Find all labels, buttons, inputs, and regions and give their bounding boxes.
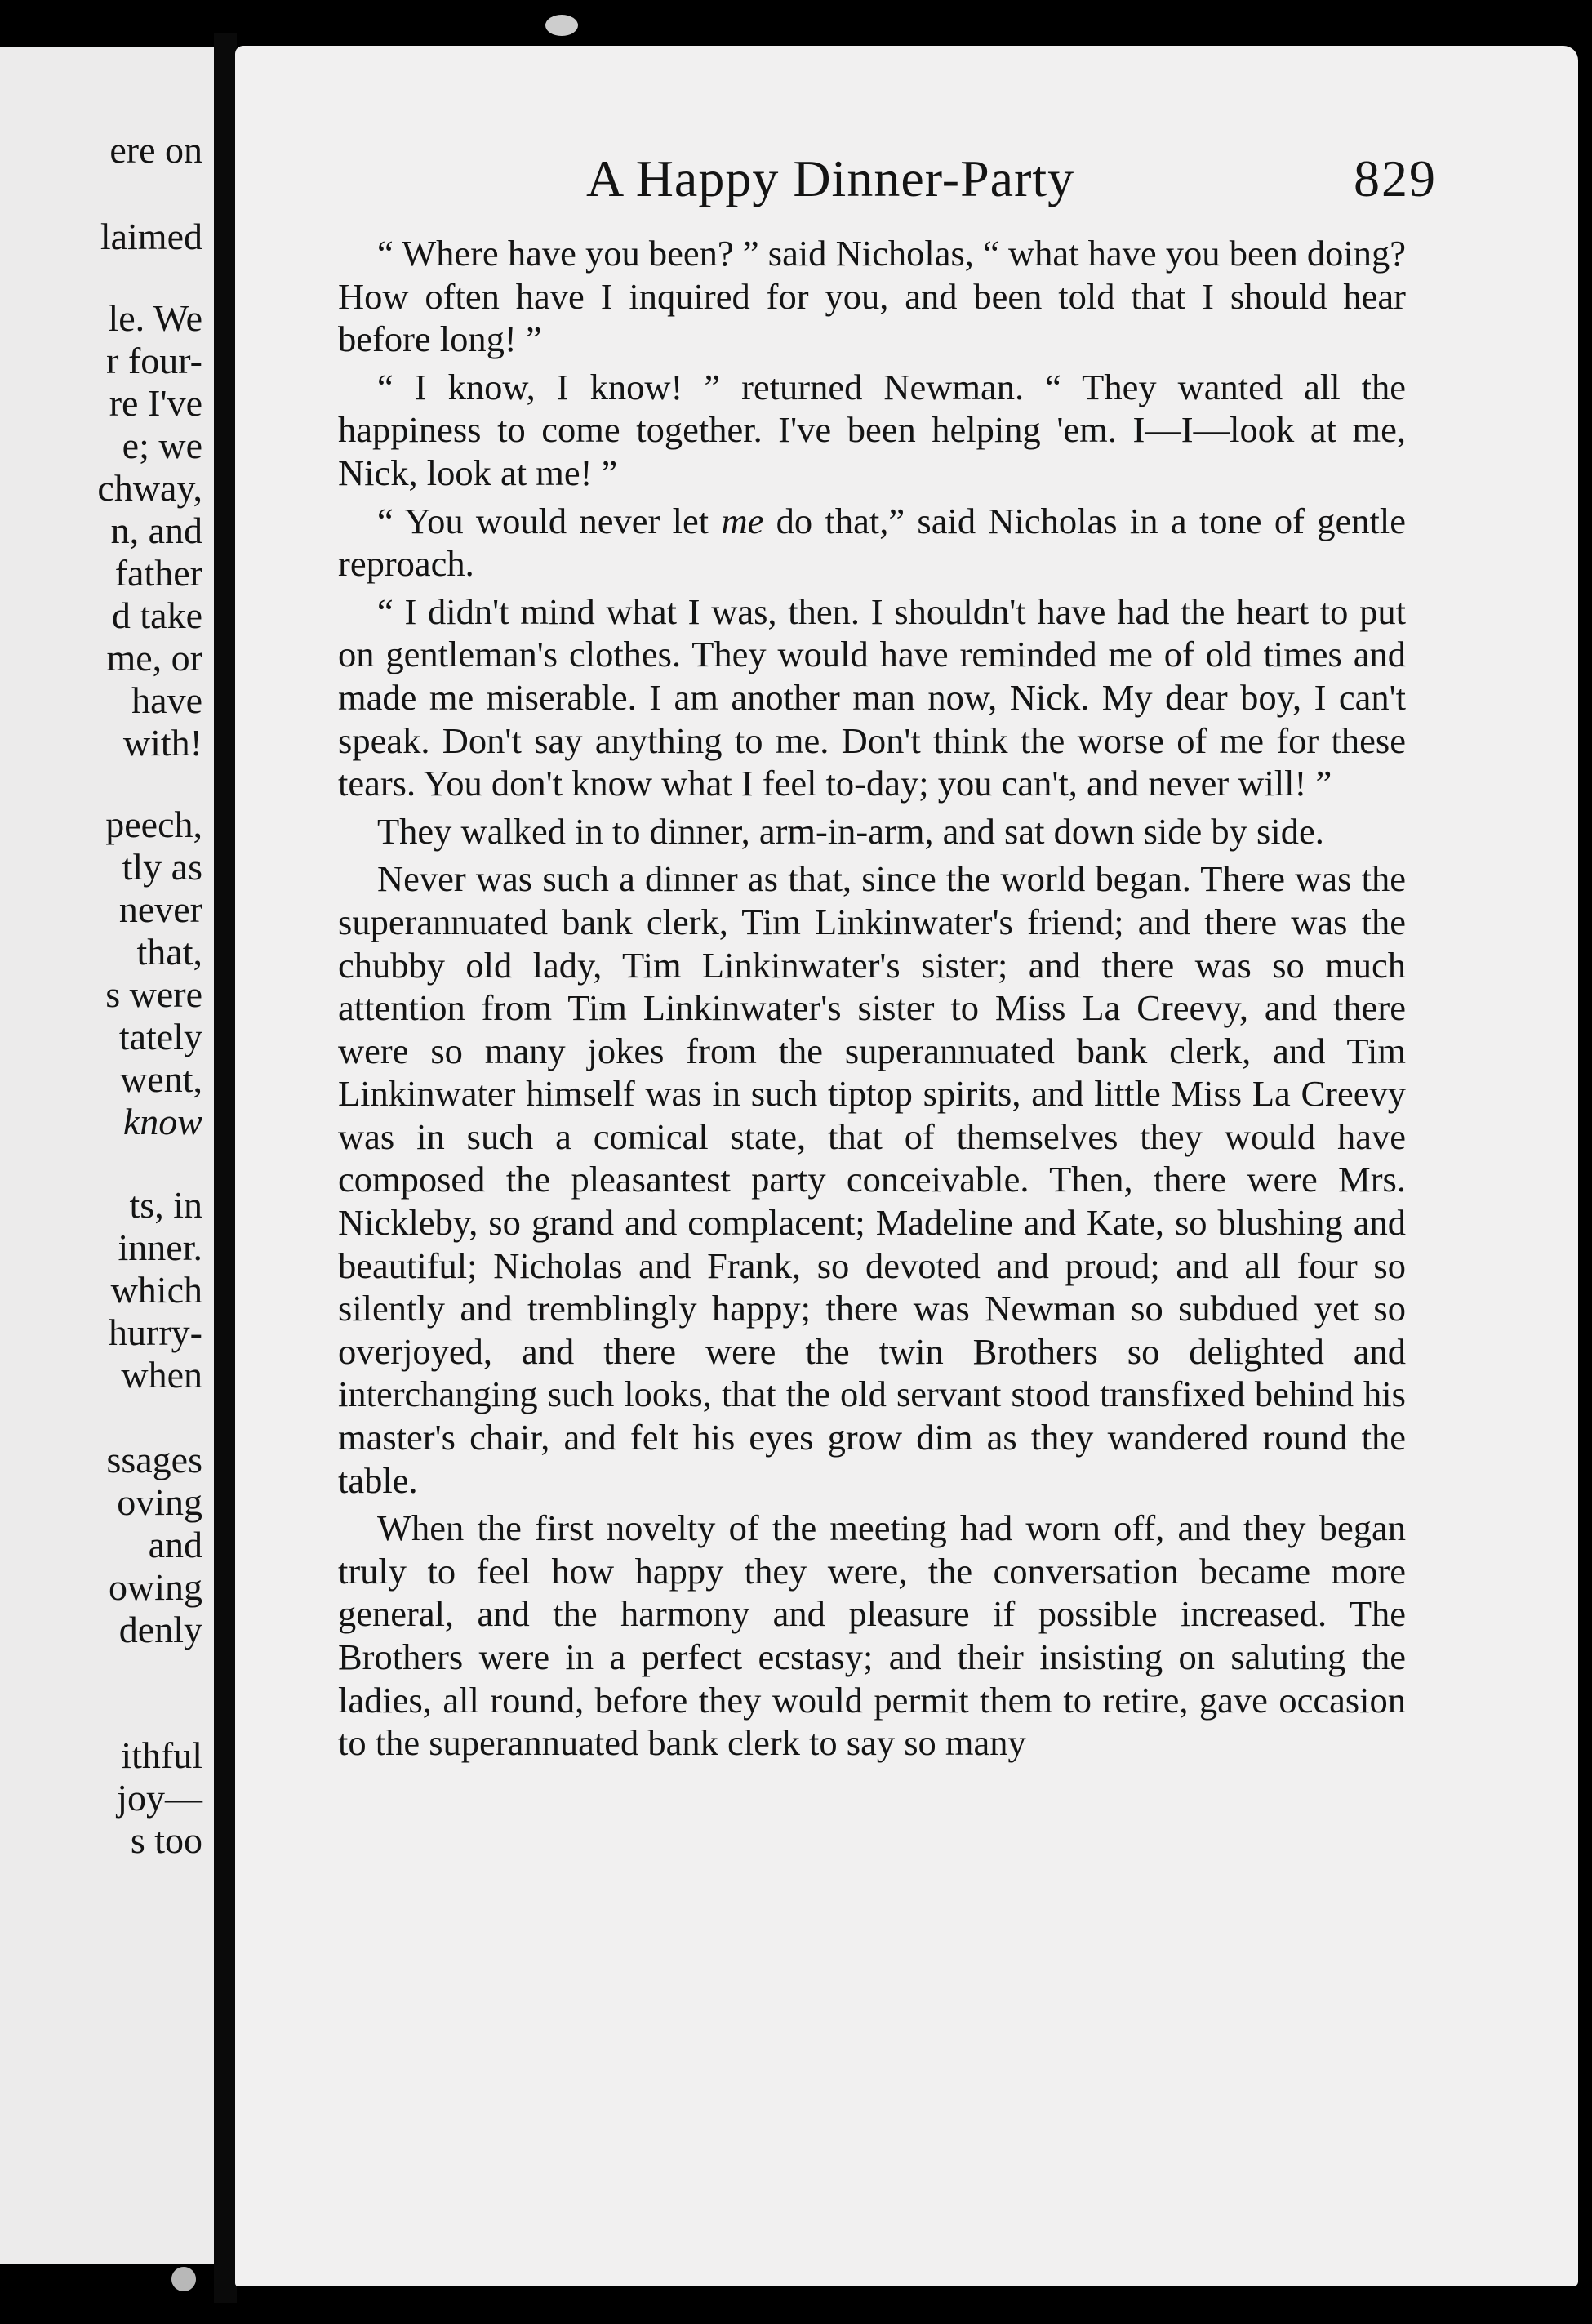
left-page-line: joy— [117,1777,202,1819]
paragraph [338,500,1406,585]
book-gutter [214,33,237,2303]
left-page-line: chway, [97,467,202,509]
left-page-line: with! [122,722,202,764]
paragraph [338,857,1406,1502]
left-page-line: oving [117,1481,202,1523]
left-page-line: ere on [109,129,202,171]
paragraph [338,810,1406,853]
left-page-line: le. We [108,297,202,339]
left-page-line: peech, [105,804,202,845]
paragraph-text: Never was such a dinner as that, since the world began. There was the superannuated bank clerk, Tim Linkinwater's friend; and there was the chubby old lady, Tim Linkinwater's sister; and there was so much attention from Tim Linkinwater's sister to Miss La Creevy, and there were so many jokes from the superannuated bank clerk, and Tim Linkinwater himself was in such tiptop spirits, and little Miss La Creevy was in such a comical state, that of themselves they would have composed the pleasantest party conceivable. Then, there were Mrs. Nickleby, so grand and complacent; Madeline and Kate, so blushing and beautiful; Nicholas and Frank, so devoted and proud; and all four so silently and tremblingly happy; there was Newman so subdued yet so overjoyed, and there were the twin Brothers so delighted and interchanging such looks, that the old servant stood transfixed behind his master's chair, and felt his eyes grow dim as they wandered round the table. [338,858,1406,1501]
left-page-line: have [131,679,202,721]
left-page-line: tately [118,1016,202,1057]
left-page-line: tly as [122,846,202,888]
italic-text: me [721,500,764,541]
left-page-line: know [122,1101,202,1142]
left-page-line: that, [136,931,202,973]
left-page-line: and [148,1524,202,1565]
paragraph-text: They walked in to dinner, arm-in-arm, and sat down side by side. [377,810,1324,852]
paragraph-text: do that,” said Nicholas in a tone of gentle reproach. [338,500,1406,585]
left-page-line: father [114,552,202,594]
paragraph [338,232,1406,361]
paragraph-text: “ I didn't mind what I was, then. I shouldn't have had the heart to put on gentleman's clothes. They would have reminded me of old times and made me miserable. I am another man now, Nick. My dear boy, I can't speak. Don't say anything to me. Don't think the worse of me for these tears. You don't know what I feel to-day; you can't, and never will! ” [338,590,1406,804]
scan-speck-top [545,15,578,36]
left-page-line: e; we [122,425,202,466]
paragraph-text: “ I know, I know! ” returned Newman. “ They wanted all the happiness to come together. I've been helping 'em. I—I—look at me, Nick, look at me! ” [338,366,1406,493]
paragraph-text: “ Where have you been? ” said Nicholas, “ what have you been doing? How often have I inquired for you, and been told that I should hear before long! ” [338,233,1406,360]
left-page-line: me, or [106,637,202,679]
left-page-line: n, and [110,510,202,551]
left-page-line: r four- [106,340,202,381]
left-page-line: which [110,1269,202,1311]
paragraph-text: “ You would never let [377,500,722,541]
left-page-line: never [118,888,202,930]
scan-speck-bottom [171,2267,196,2291]
body-text [338,232,1406,1770]
left-page-line: ts, in [129,1184,202,1226]
paragraph-text: When the first novelty of the meeting had worn off, and they began truly to feel how happy they were, the conversation became more general, and the harmony and pleasure if possible increased. The Brothers were in a perfect ecstasy; and their insisting on saluting the ladies, all round, before they would permit them to retire, gave occasion to the superannuated bank clerk to say so many [338,1507,1406,1764]
book-page [235,46,1578,2286]
paragraph [338,1507,1406,1765]
page-header [586,142,1437,216]
paragraph [338,366,1406,495]
left-page-line: owing [109,1566,202,1608]
left-page-line: s too [130,1819,202,1861]
left-page-line: ithful [121,1734,202,1776]
left-page-line: laimed [100,216,202,257]
left-facing-page [0,47,214,2264]
left-page-line: inner. [118,1227,202,1268]
running-head: A Happy Dinner-Party [586,149,1075,207]
paragraph [338,590,1406,805]
left-page-line: hurry- [109,1311,202,1353]
left-page-line: denly [118,1609,202,1650]
left-page-line: went, [120,1058,202,1100]
left-page-line: re I've [109,382,202,424]
left-page-line: d take [111,594,202,636]
page-number: 829 [1354,149,1437,207]
left-page-line: s were [105,973,202,1015]
left-page-line: when [121,1354,202,1396]
left-page-line: ssages [106,1439,202,1480]
